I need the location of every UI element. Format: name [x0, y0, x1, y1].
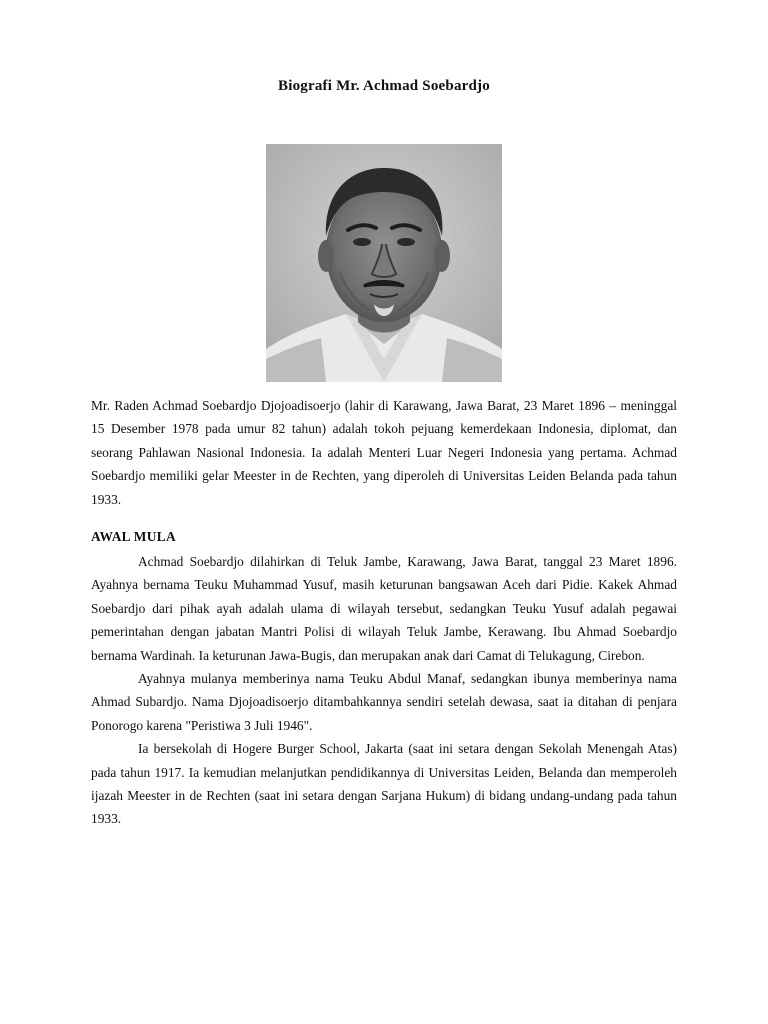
paragraph: Ia bersekolah di Hogere Burger School, Jakarta (saat ini setara dengan Sekolah Menengah Atas) pada tahun 1917. Ia kemudian melanjutkan pendidikannya di Universitas Leiden, Belanda dan memperoleh ijazah Meester in de Rechten (saat ini setara dengan Sarjana Hukum) di bidang undang-undang pada tahun 1933.: [91, 741, 677, 827]
paragraph: Ayahnya mulanya memberinya nama Teuku Abdul Manaf, sedangkan ibunya memberinya nama Ahmad Subardjo. Nama Djojoadisoerjo ditambahkannya sendiri setelah dewasa, saat ia ditahan di penjara Ponorogo karena "Peristiwa 3 Juli 1946".: [91, 671, 677, 733]
intro-paragraph: [91, 394, 677, 511]
section-body: [91, 550, 677, 831]
paragraph: Achmad Soebardjo dilahirkan di Teluk Jambe, Karawang, Jawa Barat, tanggal 23 Maret 1896. Ayahnya bernama Teuku Muhammad Yusuf, masih keturunan bangsawan Aceh dari Pidie. Kakek Ahmad Soebardjo dari pihak ayah adalah ulama di wilayah tersebut, sedangkan Teuku Yusuf adalah pegawai pemerintahan dengan jabatan Mantri Polisi di wilayah Teluk Jambe, Kerawang. Ibu Ahmad Soebardjo bernama Wardinah. Ia keturunan Jawa-Bugis, dan merupakan anak dari Camat di Telukagung, Cirebon.: [91, 554, 677, 663]
portrait-photo: [266, 144, 502, 382]
intro-text: Mr. Raden Achmad Soebardjo Djojoadisoerjo (lahir di Karawang, Jawa Barat, 23 Maret 1896 – meninggal 15 Desember 1978 pada umur 82 tahun) adalah tokoh pejuang kemerdekaan Indonesia, diplomat, dan seorang Pahlawan Nasional Indonesia. Ia adalah Menteri Luar Negeri Indonesia yang pertama. Achmad Soebardjo memiliki gelar Meester in de Rechten, yang diperoleh di Universitas Leiden Belanda pada tahun 1933.: [91, 398, 677, 507]
document-title: Biografi Mr. Achmad Soebardjo: [278, 78, 490, 94]
section-heading-awal-mula: AWAL MULA: [91, 529, 176, 544]
